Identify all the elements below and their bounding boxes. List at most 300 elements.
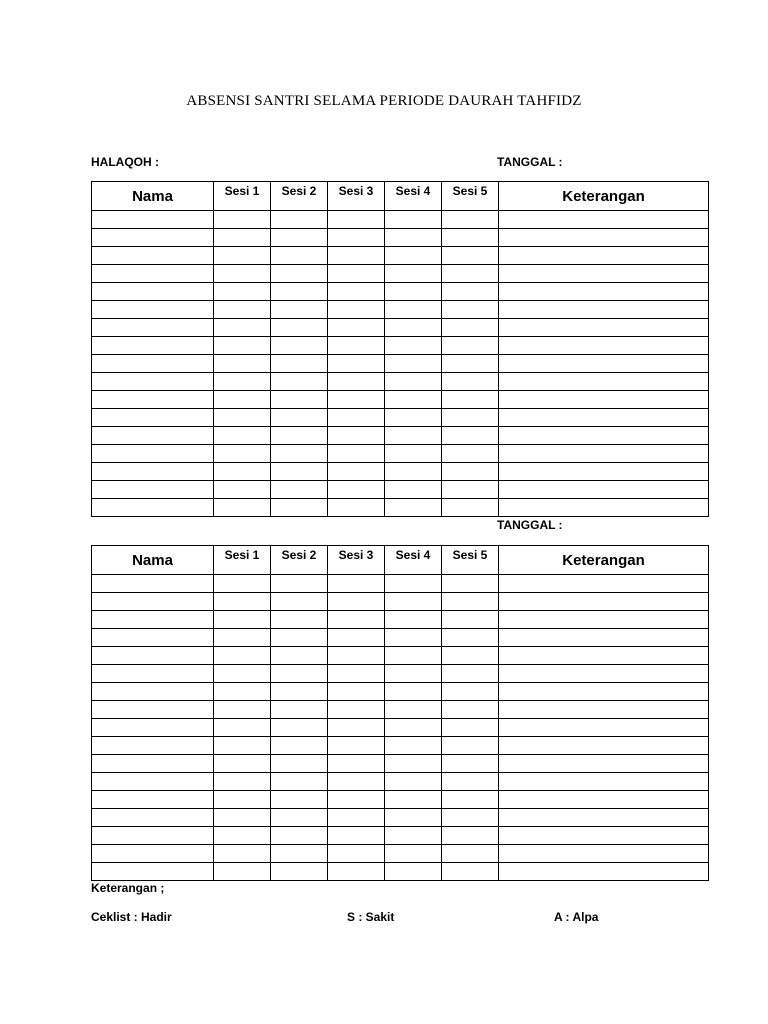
table-cell[interactable]: [92, 427, 214, 445]
table-cell[interactable]: [271, 265, 328, 283]
table-cell[interactable]: [328, 265, 385, 283]
table-cell[interactable]: [499, 391, 709, 409]
table-row: [92, 463, 709, 481]
table-cell[interactable]: [385, 845, 442, 863]
table-cell[interactable]: [271, 683, 328, 701]
table-cell[interactable]: [271, 373, 328, 391]
table-cell[interactable]: [385, 409, 442, 427]
table-row: [92, 809, 709, 827]
table-cell[interactable]: [214, 409, 271, 427]
table-cell[interactable]: [499, 863, 709, 881]
date-label-1: TANGGAL :: [497, 155, 563, 169]
table-cell[interactable]: [328, 845, 385, 863]
table-cell[interactable]: [92, 337, 214, 355]
table-cell[interactable]: [92, 629, 214, 647]
table-body: [92, 211, 709, 517]
table-row: [92, 301, 709, 319]
table-cell[interactable]: [271, 427, 328, 445]
table-row: [92, 845, 709, 863]
table-cell[interactable]: [92, 211, 214, 229]
table-cell[interactable]: [328, 647, 385, 665]
table-cell[interactable]: [328, 683, 385, 701]
table-row: [92, 265, 709, 283]
table-cell[interactable]: [442, 629, 499, 647]
table-cell[interactable]: [92, 719, 214, 737]
column-header-sesi-3: Sesi 3: [328, 182, 385, 211]
table-cell[interactable]: [328, 755, 385, 773]
table-cell[interactable]: [271, 229, 328, 247]
table-cell[interactable]: [92, 373, 214, 391]
table-cell[interactable]: [92, 283, 214, 301]
table-row: [92, 701, 709, 719]
table-cell[interactable]: [92, 827, 214, 845]
table-cell[interactable]: [328, 337, 385, 355]
table-cell[interactable]: [92, 683, 214, 701]
table-cell[interactable]: [214, 265, 271, 283]
table-cell[interactable]: [214, 355, 271, 373]
table-cell[interactable]: [499, 755, 709, 773]
table-cell[interactable]: [385, 499, 442, 517]
table-cell[interactable]: [385, 701, 442, 719]
table-cell[interactable]: [92, 809, 214, 827]
table-row: [92, 427, 709, 445]
table-cell[interactable]: [214, 575, 271, 593]
table-row: [92, 575, 709, 593]
table-cell[interactable]: [442, 575, 499, 593]
table-cell[interactable]: [328, 827, 385, 845]
table-cell[interactable]: [214, 773, 271, 791]
table-row: [92, 719, 709, 737]
table-cell[interactable]: [499, 827, 709, 845]
table-row: [92, 445, 709, 463]
table-cell[interactable]: [214, 283, 271, 301]
table-cell[interactable]: [499, 737, 709, 755]
table-cell[interactable]: [271, 481, 328, 499]
table-cell[interactable]: [442, 719, 499, 737]
table-cell[interactable]: [92, 773, 214, 791]
table-cell[interactable]: [214, 845, 271, 863]
table-cell[interactable]: [271, 575, 328, 593]
table-cell[interactable]: [442, 373, 499, 391]
table-cell[interactable]: [92, 409, 214, 427]
table-cell[interactable]: [385, 791, 442, 809]
table-cell[interactable]: [328, 737, 385, 755]
table-cell[interactable]: [385, 665, 442, 683]
table-cell[interactable]: [385, 719, 442, 737]
table-cell[interactable]: [499, 427, 709, 445]
table-cell[interactable]: [214, 809, 271, 827]
table-cell[interactable]: [442, 211, 499, 229]
table-cell[interactable]: [442, 355, 499, 373]
table-cell[interactable]: [92, 665, 214, 683]
table-cell[interactable]: [442, 863, 499, 881]
table-row: [92, 773, 709, 791]
table-cell[interactable]: [271, 809, 328, 827]
table-cell[interactable]: [328, 427, 385, 445]
table-cell[interactable]: [271, 247, 328, 265]
table-row: [92, 283, 709, 301]
table-row: [92, 827, 709, 845]
table-cell[interactable]: [499, 719, 709, 737]
table-cell[interactable]: [271, 319, 328, 337]
table-cell[interactable]: [385, 265, 442, 283]
table-cell[interactable]: [328, 409, 385, 427]
table-cell[interactable]: [271, 355, 328, 373]
table-row: [92, 373, 709, 391]
table-cell[interactable]: [214, 701, 271, 719]
table-cell[interactable]: [442, 427, 499, 445]
table-row: [92, 737, 709, 755]
table-cell[interactable]: [499, 409, 709, 427]
table-cell[interactable]: [271, 301, 328, 319]
table-cell[interactable]: [385, 481, 442, 499]
table-cell[interactable]: [499, 773, 709, 791]
table-cell[interactable]: [442, 247, 499, 265]
table-cell[interactable]: [442, 265, 499, 283]
table-cell[interactable]: [328, 791, 385, 809]
table-cell[interactable]: [385, 283, 442, 301]
table-cell[interactable]: [271, 845, 328, 863]
table-cell[interactable]: [328, 211, 385, 229]
table-header-row: [92, 182, 709, 211]
table-row: [92, 229, 709, 247]
column-header-nama: Nama: [92, 546, 214, 575]
table-cell[interactable]: [214, 373, 271, 391]
table-cell[interactable]: [442, 665, 499, 683]
table-cell[interactable]: [499, 647, 709, 665]
document-title: ABSENSI SANTRI SELAMA PERIODE DAURAH TAHFIDZ: [186, 93, 582, 109]
table-cell[interactable]: [214, 337, 271, 355]
table-cell[interactable]: [385, 445, 442, 463]
table-cell[interactable]: [92, 319, 214, 337]
table-cell[interactable]: [328, 319, 385, 337]
table-row: [92, 409, 709, 427]
table-cell[interactable]: [385, 809, 442, 827]
table-row: [92, 337, 709, 355]
table-cell[interactable]: [442, 445, 499, 463]
table-cell[interactable]: [328, 229, 385, 247]
table-cell[interactable]: [271, 773, 328, 791]
table-cell[interactable]: [271, 737, 328, 755]
table-row: [92, 355, 709, 373]
table-row: [92, 611, 709, 629]
table-cell[interactable]: [214, 791, 271, 809]
table-cell[interactable]: [92, 647, 214, 665]
table-cell[interactable]: [385, 301, 442, 319]
column-header-sesi-1: Sesi 1: [214, 182, 271, 211]
table-cell[interactable]: [271, 611, 328, 629]
table-cell[interactable]: [385, 773, 442, 791]
table-cell[interactable]: [499, 337, 709, 355]
table-cell[interactable]: [442, 391, 499, 409]
table-cell[interactable]: [92, 391, 214, 409]
table-cell[interactable]: [271, 445, 328, 463]
table-cell[interactable]: [385, 463, 442, 481]
table-cell[interactable]: [328, 247, 385, 265]
table-cell[interactable]: [271, 863, 328, 881]
table-cell[interactable]: [385, 683, 442, 701]
table-cell[interactable]: [442, 809, 499, 827]
table-cell[interactable]: [442, 827, 499, 845]
table-cell[interactable]: [214, 301, 271, 319]
table-row: [92, 319, 709, 337]
table-cell[interactable]: [92, 463, 214, 481]
table-cell[interactable]: [385, 593, 442, 611]
column-header-sesi-2: Sesi 2: [271, 546, 328, 575]
legend-alpa: A : Alpa: [554, 910, 599, 924]
table-cell[interactable]: [442, 409, 499, 427]
table-cell[interactable]: [385, 355, 442, 373]
table-cell[interactable]: [499, 809, 709, 827]
table-cell[interactable]: [214, 647, 271, 665]
table-cell[interactable]: [442, 481, 499, 499]
table-cell[interactable]: [442, 683, 499, 701]
table-cell[interactable]: [92, 355, 214, 373]
table-cell[interactable]: [214, 629, 271, 647]
column-header-nama: Nama: [92, 182, 214, 211]
table-cell[interactable]: [442, 737, 499, 755]
table-row: [92, 791, 709, 809]
table-cell[interactable]: [442, 499, 499, 517]
table-cell[interactable]: [214, 683, 271, 701]
table-cell[interactable]: [214, 611, 271, 629]
table-cell[interactable]: [92, 737, 214, 755]
table-cell[interactable]: [92, 593, 214, 611]
table-cell[interactable]: [271, 211, 328, 229]
table-cell[interactable]: [328, 629, 385, 647]
table-row: [92, 391, 709, 409]
table-cell[interactable]: [385, 737, 442, 755]
table-cell[interactable]: [271, 409, 328, 427]
table-cell[interactable]: [328, 773, 385, 791]
table-cell[interactable]: [499, 481, 709, 499]
table-cell[interactable]: [499, 445, 709, 463]
column-header-keterangan: Keterangan: [499, 546, 709, 575]
table-cell[interactable]: [328, 719, 385, 737]
table-cell[interactable]: [214, 427, 271, 445]
table-body: [92, 575, 709, 881]
table-cell[interactable]: [499, 575, 709, 593]
table-cell[interactable]: [442, 337, 499, 355]
table-row: [92, 499, 709, 517]
table-cell[interactable]: [499, 283, 709, 301]
table-row: [92, 247, 709, 265]
table-cell[interactable]: [385, 373, 442, 391]
table-cell[interactable]: [92, 845, 214, 863]
table-cell[interactable]: [442, 319, 499, 337]
legend-hadir: Ceklist : Hadir: [91, 910, 172, 924]
table-row: [92, 647, 709, 665]
table-cell[interactable]: [499, 301, 709, 319]
table-cell[interactable]: [385, 863, 442, 881]
table-cell[interactable]: [385, 319, 442, 337]
table-cell[interactable]: [328, 593, 385, 611]
table-cell[interactable]: [271, 719, 328, 737]
table-cell[interactable]: [214, 391, 271, 409]
table-cell[interactable]: [328, 301, 385, 319]
table-cell[interactable]: [499, 665, 709, 683]
table-cell[interactable]: [328, 863, 385, 881]
attendance-table-1: [91, 181, 709, 517]
table-cell[interactable]: [499, 319, 709, 337]
table-cell[interactable]: [214, 827, 271, 845]
table-cell[interactable]: [328, 445, 385, 463]
table-cell[interactable]: [214, 863, 271, 881]
table-row: [92, 211, 709, 229]
table-cell[interactable]: [328, 481, 385, 499]
table-cell[interactable]: [499, 211, 709, 229]
table-cell[interactable]: [92, 301, 214, 319]
halaqoh-label: HALAQOH :: [91, 155, 159, 169]
table-cell[interactable]: [499, 499, 709, 517]
table-cell[interactable]: [92, 755, 214, 773]
table-cell[interactable]: [214, 593, 271, 611]
table-cell[interactable]: [271, 755, 328, 773]
column-header-sesi-2: Sesi 2: [271, 182, 328, 211]
table-cell[interactable]: [214, 719, 271, 737]
table-cell[interactable]: [499, 791, 709, 809]
table-cell[interactable]: [385, 647, 442, 665]
table-cell[interactable]: [499, 355, 709, 373]
legend-sakit: S : Sakit: [347, 910, 395, 924]
table-row: [92, 481, 709, 499]
table-row: [92, 755, 709, 773]
table-cell[interactable]: [442, 283, 499, 301]
table-cell[interactable]: [385, 755, 442, 773]
table-cell[interactable]: [92, 611, 214, 629]
table-cell[interactable]: [442, 229, 499, 247]
table-cell[interactable]: [385, 427, 442, 445]
table-cell[interactable]: [328, 373, 385, 391]
table-row: [92, 665, 709, 683]
table-cell[interactable]: [214, 737, 271, 755]
table-cell[interactable]: [499, 463, 709, 481]
table-cell[interactable]: [214, 481, 271, 499]
table-cell[interactable]: [499, 701, 709, 719]
table-cell[interactable]: [385, 211, 442, 229]
table-cell[interactable]: [214, 229, 271, 247]
table-cell[interactable]: [442, 611, 499, 629]
table-cell[interactable]: [214, 755, 271, 773]
table-cell[interactable]: [214, 499, 271, 517]
table-cell[interactable]: [214, 445, 271, 463]
table-cell[interactable]: [385, 337, 442, 355]
table-cell[interactable]: [271, 463, 328, 481]
table-header-row: [92, 546, 709, 575]
table-cell[interactable]: [499, 683, 709, 701]
table-cell[interactable]: [271, 283, 328, 301]
table-cell[interactable]: [328, 809, 385, 827]
table-cell[interactable]: [442, 701, 499, 719]
table-cell[interactable]: [385, 391, 442, 409]
table-cell[interactable]: [499, 611, 709, 629]
table-cell[interactable]: [271, 593, 328, 611]
table-cell[interactable]: [214, 319, 271, 337]
table-cell[interactable]: [271, 337, 328, 355]
table-cell[interactable]: [442, 755, 499, 773]
table-cell[interactable]: [499, 845, 709, 863]
table-cell[interactable]: [92, 229, 214, 247]
table-cell[interactable]: [499, 247, 709, 265]
table-cell[interactable]: [385, 247, 442, 265]
table-cell[interactable]: [499, 593, 709, 611]
table-row: [92, 683, 709, 701]
table-cell[interactable]: [328, 575, 385, 593]
table-cell[interactable]: [328, 701, 385, 719]
table-cell[interactable]: [328, 391, 385, 409]
table-cell[interactable]: [271, 629, 328, 647]
table-cell[interactable]: [271, 701, 328, 719]
table-cell[interactable]: [92, 701, 214, 719]
table-cell[interactable]: [328, 665, 385, 683]
column-header-sesi-5: Sesi 5: [442, 182, 499, 211]
column-header-sesi-5: Sesi 5: [442, 546, 499, 575]
table-cell[interactable]: [385, 575, 442, 593]
table-cell[interactable]: [385, 611, 442, 629]
table-cell[interactable]: [442, 593, 499, 611]
table-cell[interactable]: [442, 773, 499, 791]
table-cell[interactable]: [385, 629, 442, 647]
table-cell[interactable]: [92, 481, 214, 499]
table-cell[interactable]: [92, 575, 214, 593]
table-cell[interactable]: [499, 229, 709, 247]
column-header-keterangan: Keterangan: [499, 182, 709, 211]
table-cell[interactable]: [499, 629, 709, 647]
table-cell[interactable]: [442, 845, 499, 863]
table-cell[interactable]: [442, 301, 499, 319]
table-cell[interactable]: [271, 647, 328, 665]
table-cell[interactable]: [214, 463, 271, 481]
attendance-table-2: [91, 545, 709, 881]
table-cell[interactable]: [328, 463, 385, 481]
table-row: [92, 863, 709, 881]
table-cell[interactable]: [499, 373, 709, 391]
table-cell[interactable]: [271, 391, 328, 409]
table-cell[interactable]: [271, 827, 328, 845]
table-cell[interactable]: [328, 499, 385, 517]
table-row: [92, 593, 709, 611]
table-cell[interactable]: [499, 265, 709, 283]
table-cell[interactable]: [214, 665, 271, 683]
table-row: [92, 629, 709, 647]
table-cell[interactable]: [92, 499, 214, 517]
table-cell[interactable]: [214, 211, 271, 229]
table-cell[interactable]: [92, 445, 214, 463]
table-cell[interactable]: [442, 791, 499, 809]
table-cell[interactable]: [214, 247, 271, 265]
column-header-sesi-1: Sesi 1: [214, 546, 271, 575]
table-cell[interactable]: [385, 827, 442, 845]
table-cell[interactable]: [271, 499, 328, 517]
column-header-sesi-4: Sesi 4: [385, 182, 442, 211]
table-cell[interactable]: [92, 265, 214, 283]
column-header-sesi-3: Sesi 3: [328, 546, 385, 575]
table-cell[interactable]: [328, 283, 385, 301]
table-cell[interactable]: [92, 791, 214, 809]
legend-heading: Keterangan ;: [91, 881, 165, 895]
table-cell[interactable]: [92, 247, 214, 265]
table-cell[interactable]: [442, 647, 499, 665]
column-header-sesi-4: Sesi 4: [385, 546, 442, 575]
table-cell[interactable]: [328, 611, 385, 629]
table-cell[interactable]: [385, 229, 442, 247]
table-cell[interactable]: [92, 863, 214, 881]
table-cell[interactable]: [271, 665, 328, 683]
date-label-2: TANGGAL :: [497, 518, 563, 532]
table-cell[interactable]: [271, 791, 328, 809]
table-cell[interactable]: [328, 355, 385, 373]
table-cell[interactable]: [442, 463, 499, 481]
